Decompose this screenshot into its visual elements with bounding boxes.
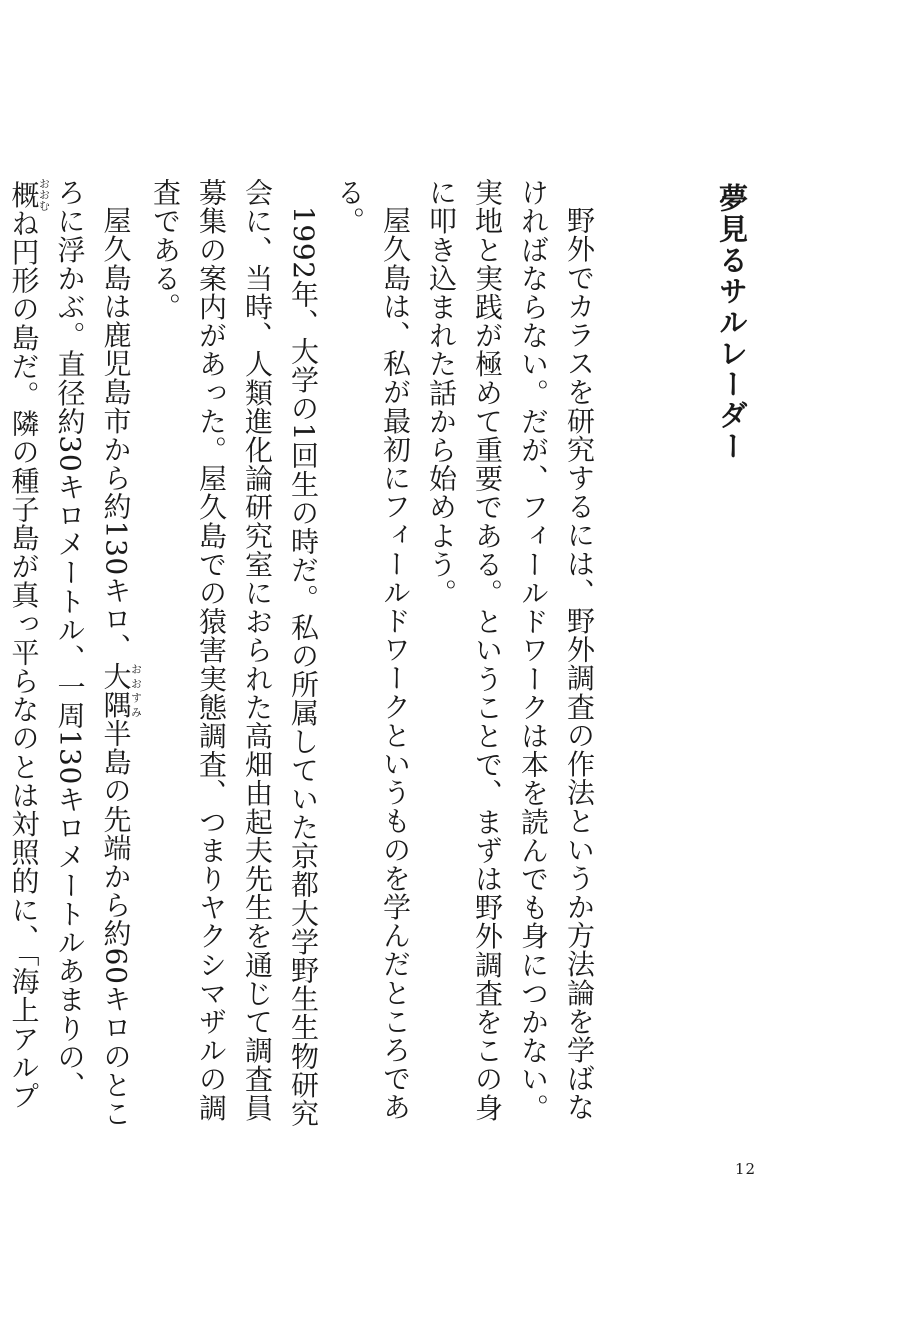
paragraph: 1992年、大学の1回生の時だ。私の所属していた京都大学野生生物研究会に、当時、人類進化論研究室におられた高畑由起夫先生を通じて調査員募集の案内があった。屋久島での猿害実態調査、つまりヤクシマザルの調査である。 (149, 178, 320, 1128)
ruby-base: 大隅 (99, 661, 133, 719)
text-segment: 半島の先端から約60キロのところに浮かぶ。直径約30キロメートル、一周130キロメートルあまりの、 (53, 178, 133, 1128)
paragraph (0, 178, 142, 1128)
paragraph: 野外でカラスを研究するには、野外調査の作法というか方法論を学ばなければならない。だが、フィールドワークは本を読んでも身につかない。実地と実践が極めて重要である。ということで、まずは野外調査をこの身に叩き込まれた話から始めよう。 (425, 178, 596, 1122)
text-segment: ね円形の島だ。隣の種子島が真っ平らなのとは対照的に、「海上アルプ (7, 208, 41, 1110)
ruby-base: 概 (7, 178, 41, 211)
page-number: 12 (735, 1160, 757, 1178)
ruby-word (99, 661, 143, 719)
ruby-reading: おおむ (37, 178, 51, 211)
chapter-heading: 夢見るサルレーダー (715, 183, 749, 462)
ruby-reading: おおすみ (129, 661, 143, 719)
text-segment: 屋久島は鹿児島市から約130キロ、 (99, 206, 133, 662)
ruby-word (7, 178, 51, 211)
paragraph: 屋久島は、私が最初にフィールドワークというものを学んだところである。 (333, 178, 412, 1122)
body-text (7, 178, 602, 1128)
